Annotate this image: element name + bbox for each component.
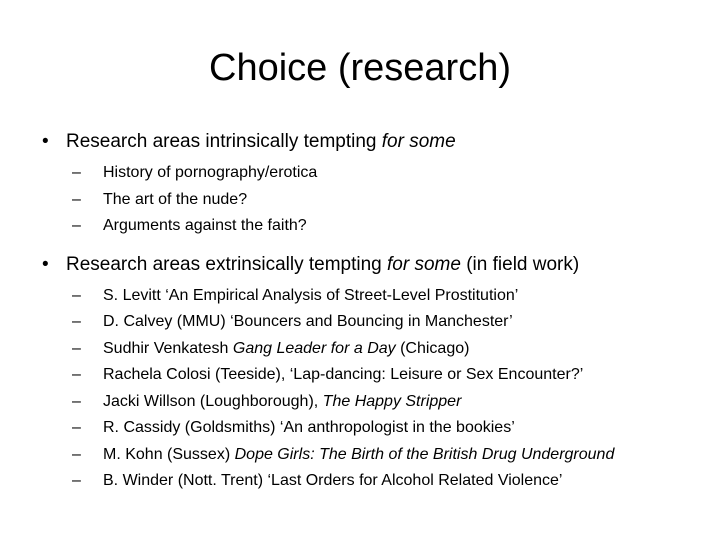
item-text: History of pornography/erotica [103, 164, 318, 181]
dash-marker: – [72, 419, 81, 436]
dash-marker: – [72, 472, 81, 489]
bullet-marker: • [42, 131, 49, 152]
slide-title: Choice (research) [209, 47, 511, 89]
item-text: D. Calvey (MMU) ‘Bouncers and Bouncing in Manchester’ [103, 313, 513, 330]
item-text-italic: Dope Girls: The Birth of the British Drug Underground [234, 445, 615, 463]
bullet-text-after: (in field work) [460, 253, 580, 275]
dash-marker: – [72, 445, 81, 463]
dash-marker: – [72, 217, 81, 234]
item-text: S. Levitt ‘An Empirical Analysis of Street-Level Prostitution’ [103, 286, 519, 304]
list-item [42, 309, 712, 336]
list-item [42, 415, 712, 442]
bullet-text: Research areas extrinsically tempting [66, 253, 388, 275]
bullet-text: Research areas intrinsically tempting [66, 131, 382, 152]
dash-marker: – [72, 339, 81, 357]
item-text: Arguments against the faith? [103, 217, 307, 234]
list-item [42, 442, 712, 469]
dash-marker: – [72, 313, 81, 330]
bullet-text-italic: for some [381, 131, 456, 152]
list-item [42, 213, 712, 240]
item-text-after: (Chicago) [395, 339, 470, 357]
bullet-marker: • [42, 253, 49, 275]
item-text: R. Cassidy (Goldsmiths) ‘An anthropologist in the bookies’ [103, 419, 515, 436]
list-item [42, 468, 712, 495]
item-text: Sudhir Venkatesh [103, 339, 233, 357]
dash-marker: – [72, 286, 81, 304]
dash-marker: – [72, 164, 81, 181]
item-text: M. Kohn (Sussex) [103, 445, 235, 463]
item-text: The art of the nude? [103, 190, 248, 208]
sub-list-intrinsic [42, 160, 712, 240]
bullet-text-italic: for some [387, 253, 461, 275]
item-text: Jacki Willson (Loughborough), [103, 392, 323, 410]
sub-list-extrinsic [42, 283, 712, 495]
dash-marker: – [72, 392, 81, 410]
item-text-italic: Gang Leader for a Day [232, 339, 396, 357]
bullet-intrinsic [42, 128, 712, 156]
item-text: Rachela Colosi (Teeside), ‘Lap-dancing: Leisure or Sex Encounter?’ [103, 366, 584, 383]
item-text-italic: The Happy Stripper [322, 392, 462, 410]
bullet-extrinsic [42, 251, 712, 279]
dash-marker: – [72, 366, 81, 383]
spacer [42, 240, 712, 251]
slide-body [42, 128, 712, 495]
list-item [42, 389, 712, 416]
list-item [42, 160, 712, 187]
item-text: B. Winder (Nott. Trent) ‘Last Orders for Alcohol Related Violence’ [103, 472, 563, 489]
list-item [42, 187, 712, 214]
list-item [42, 336, 712, 363]
list-item [42, 362, 712, 389]
dash-marker: – [72, 190, 81, 208]
list-item [42, 283, 712, 310]
